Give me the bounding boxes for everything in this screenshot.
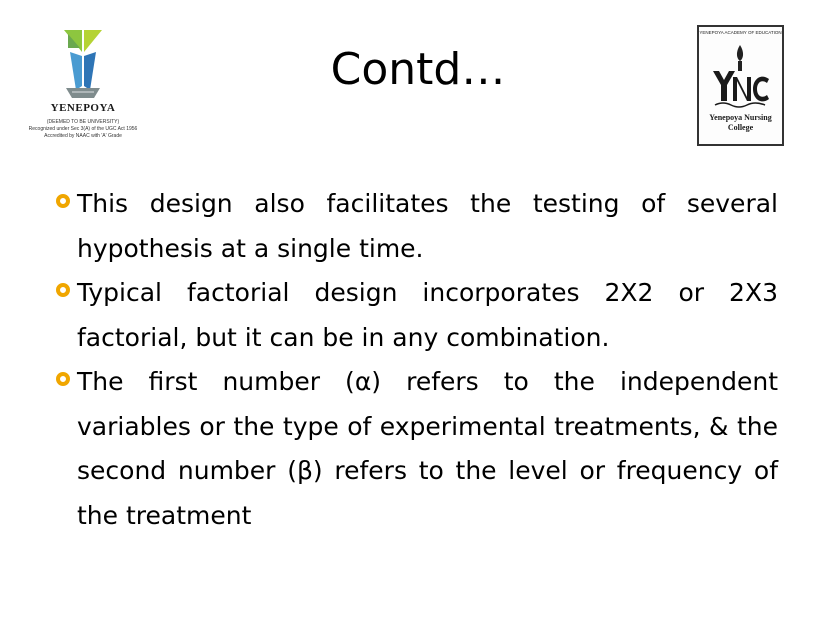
nursing-college-logo	[697, 25, 784, 146]
bullet-ring-icon	[56, 194, 70, 208]
bullet-text: Typical factorial design incorporates 2X2 or 2X3 factorial, but it can be in any combination.	[77, 278, 778, 352]
slide-title: Contd…	[330, 44, 506, 95]
logo-right-name: Yenepoya Nursing College	[709, 113, 772, 132]
logo-left-line3: Accredited by NAAC with 'A' Grade	[44, 133, 122, 139]
logo-left-brand: YENEPOYA	[50, 102, 116, 114]
bullet-text: The first number (α) refers to the independent variables or the type of experimental treatments, & the second number (β) refers to the level or frequency of the treatment	[77, 367, 778, 530]
yenepoya-university-logo	[24, 22, 142, 154]
logo-left-line1: (DEEMED TO BE UNIVERSITY)	[46, 119, 120, 125]
bullet-ring-icon	[56, 283, 70, 297]
bullet-ring-icon	[56, 372, 70, 386]
yenepoya-emblem-icon	[58, 26, 108, 100]
logo-left-line2: Recognized under Sec 3(A) of the UGC Act 1956	[28, 126, 138, 132]
bullet-item	[56, 360, 778, 538]
bullet-item	[56, 182, 778, 271]
nursing-lamp-emblem-icon	[707, 41, 774, 111]
bullet-item	[56, 271, 778, 360]
logo-right-seal-text: YENEPOYA ACADEMY OF EDUCATION	[699, 30, 782, 35]
bullet-list	[56, 182, 778, 538]
bullet-text: This design also facilitates the testing of several hypothesis at a single time.	[77, 189, 778, 263]
